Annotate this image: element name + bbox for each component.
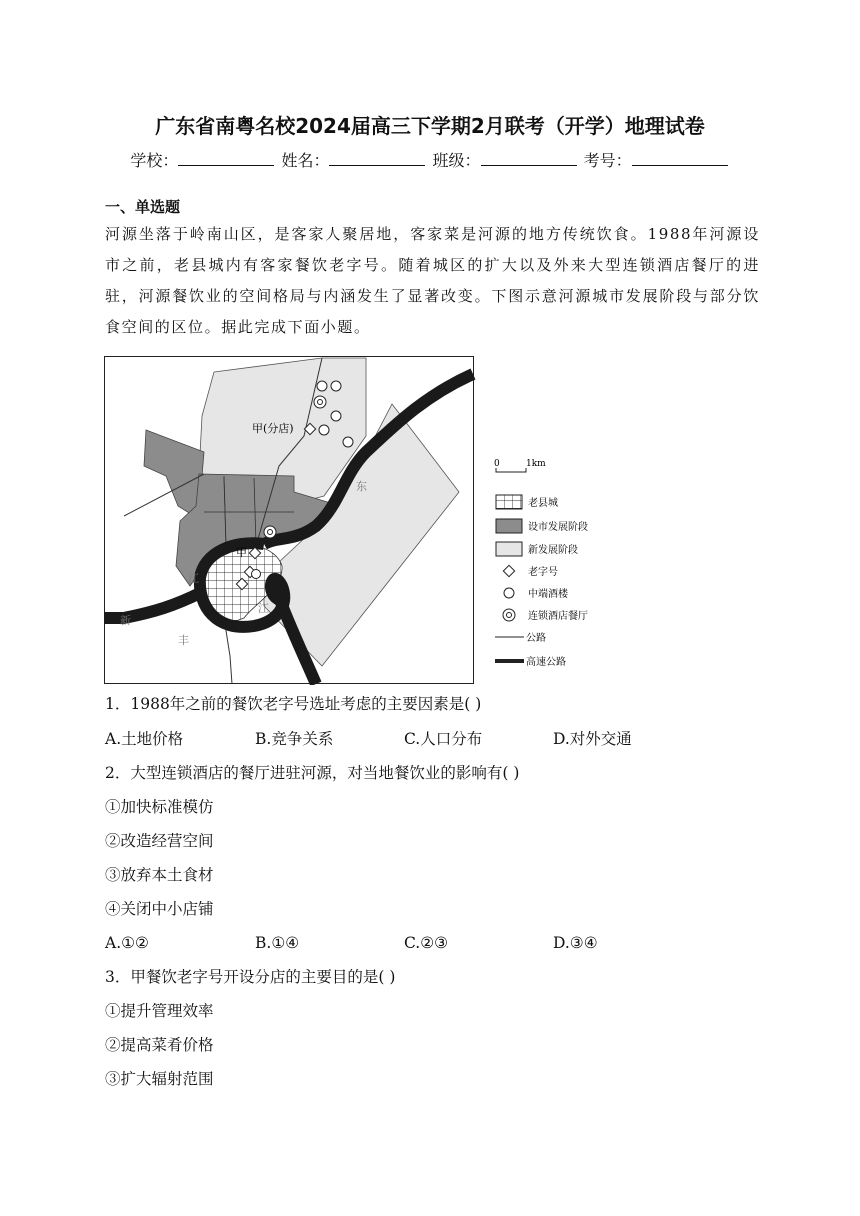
school-blank[interactable] [178,151,274,166]
q2-item-2: ②改造经营空间 [105,832,214,850]
q1-option-b[interactable]: B.竞争关系 [255,730,334,748]
q1-option-a[interactable]: A.土地价格 [105,730,184,748]
number-label: 考号： [583,151,632,170]
q2-option-d[interactable]: D.③④ [553,934,598,952]
legend-mid-restaurant-icon [504,588,514,598]
q3-item-3: ③扩大辐射范围 [105,1070,214,1088]
mid-restaurant-icon [317,381,327,391]
legend-highway: 高速公路 [526,657,566,668]
legend-chain-restaurant: 连锁酒店餐厅 [528,611,588,622]
legend-city-stage-swatch [496,519,522,533]
legend-chain-restaurant-icon-inner [507,613,512,618]
river-label: 丰 [178,634,189,647]
river-label: 东 [356,480,367,493]
q2-item-3: ③放弃本土食材 [105,866,214,884]
legend-mid-restaurant: 中端酒楼 [528,589,568,600]
student-info-line [0,148,860,171]
river-label: 江 [188,572,199,585]
q2-option-c[interactable]: C.②③ [404,934,449,952]
legend-new-stage: 新发展阶段 [528,545,578,556]
section-heading: 一、单选题 [105,198,181,216]
scale-km: 1km [526,459,546,469]
legend-old-town: 老县城 [528,498,558,509]
class-label: 班级： [432,151,481,170]
branch-label: 甲(分店) [252,422,294,435]
question-1-stem: 1．1988年之前的餐饮老字号选址考虑的主要因素是( ) [105,695,482,713]
q1-option-d[interactable]: D.对外交通 [553,730,632,748]
q2-item-1: ①加快标准模仿 [105,798,214,816]
legend-new-stage-swatch [496,542,522,556]
legend-road: 公路 [526,633,546,644]
chain-restaurant-icon-inner [268,530,273,535]
legend-old-brand-icon [503,565,514,576]
scale-bar [496,468,526,472]
mid-restaurant-icon [331,381,341,391]
q3-item-2: ②提高菜肴价格 [105,1036,214,1054]
mid-restaurant-icon [331,411,341,421]
q2-item-4: ④关闭中小店铺 [105,900,214,918]
q1-option-c[interactable]: C.人口分布 [404,730,483,748]
school-label: 学校： [130,151,179,170]
scale-zero: 0 [494,459,500,469]
legend-old-town-swatch [496,495,522,509]
exam-title: 广东省南粤名校2024届高三下学期2月联考（开学）地理试卷 [155,114,705,138]
mid-restaurant-icon [319,425,329,435]
name-blank[interactable] [329,151,425,166]
question-2-stem: 2．大型连锁酒店的餐厅进驻河源，对当地餐饮业的影响有( ) [105,764,520,782]
number-blank[interactable] [632,151,728,166]
reading-passage: 河源坐落于岭南山区，是客家人聚居地，客家菜是河源的地方传统饮食。1988年河源设市之前，老县城内有客家餐饮老字号。随着城区的扩大以及外来大型连锁酒店餐厅的进驻，河源餐饮业的空间格局与内涵发生了显著改变。下图示意河源城市发展阶段与部分饮食空间的区位。据此完成下面小题。 [105,225,760,336]
jia-label: 甲 [236,546,247,559]
chain-restaurant-icon-inner [318,400,323,405]
mid-restaurant-icon [252,570,261,579]
river-label: 新 [120,614,131,627]
name-label: 姓名： [281,151,330,170]
q2-option-b[interactable]: B.①④ [255,934,300,952]
mid-restaurant-icon [343,437,353,447]
q3-item-1: ①提升管理效率 [105,1002,214,1020]
heyuan-map [104,356,600,685]
legend-city-stage: 设市发展阶段 [528,522,588,533]
river-label: 江 [258,602,269,615]
q2-option-a[interactable]: A.①② [105,934,149,952]
question-3-stem: 3．甲餐饮老字号开设分店的主要目的是( ) [105,968,396,986]
legend-old-brand: 老字号 [528,567,558,578]
class-blank[interactable] [481,151,577,166]
